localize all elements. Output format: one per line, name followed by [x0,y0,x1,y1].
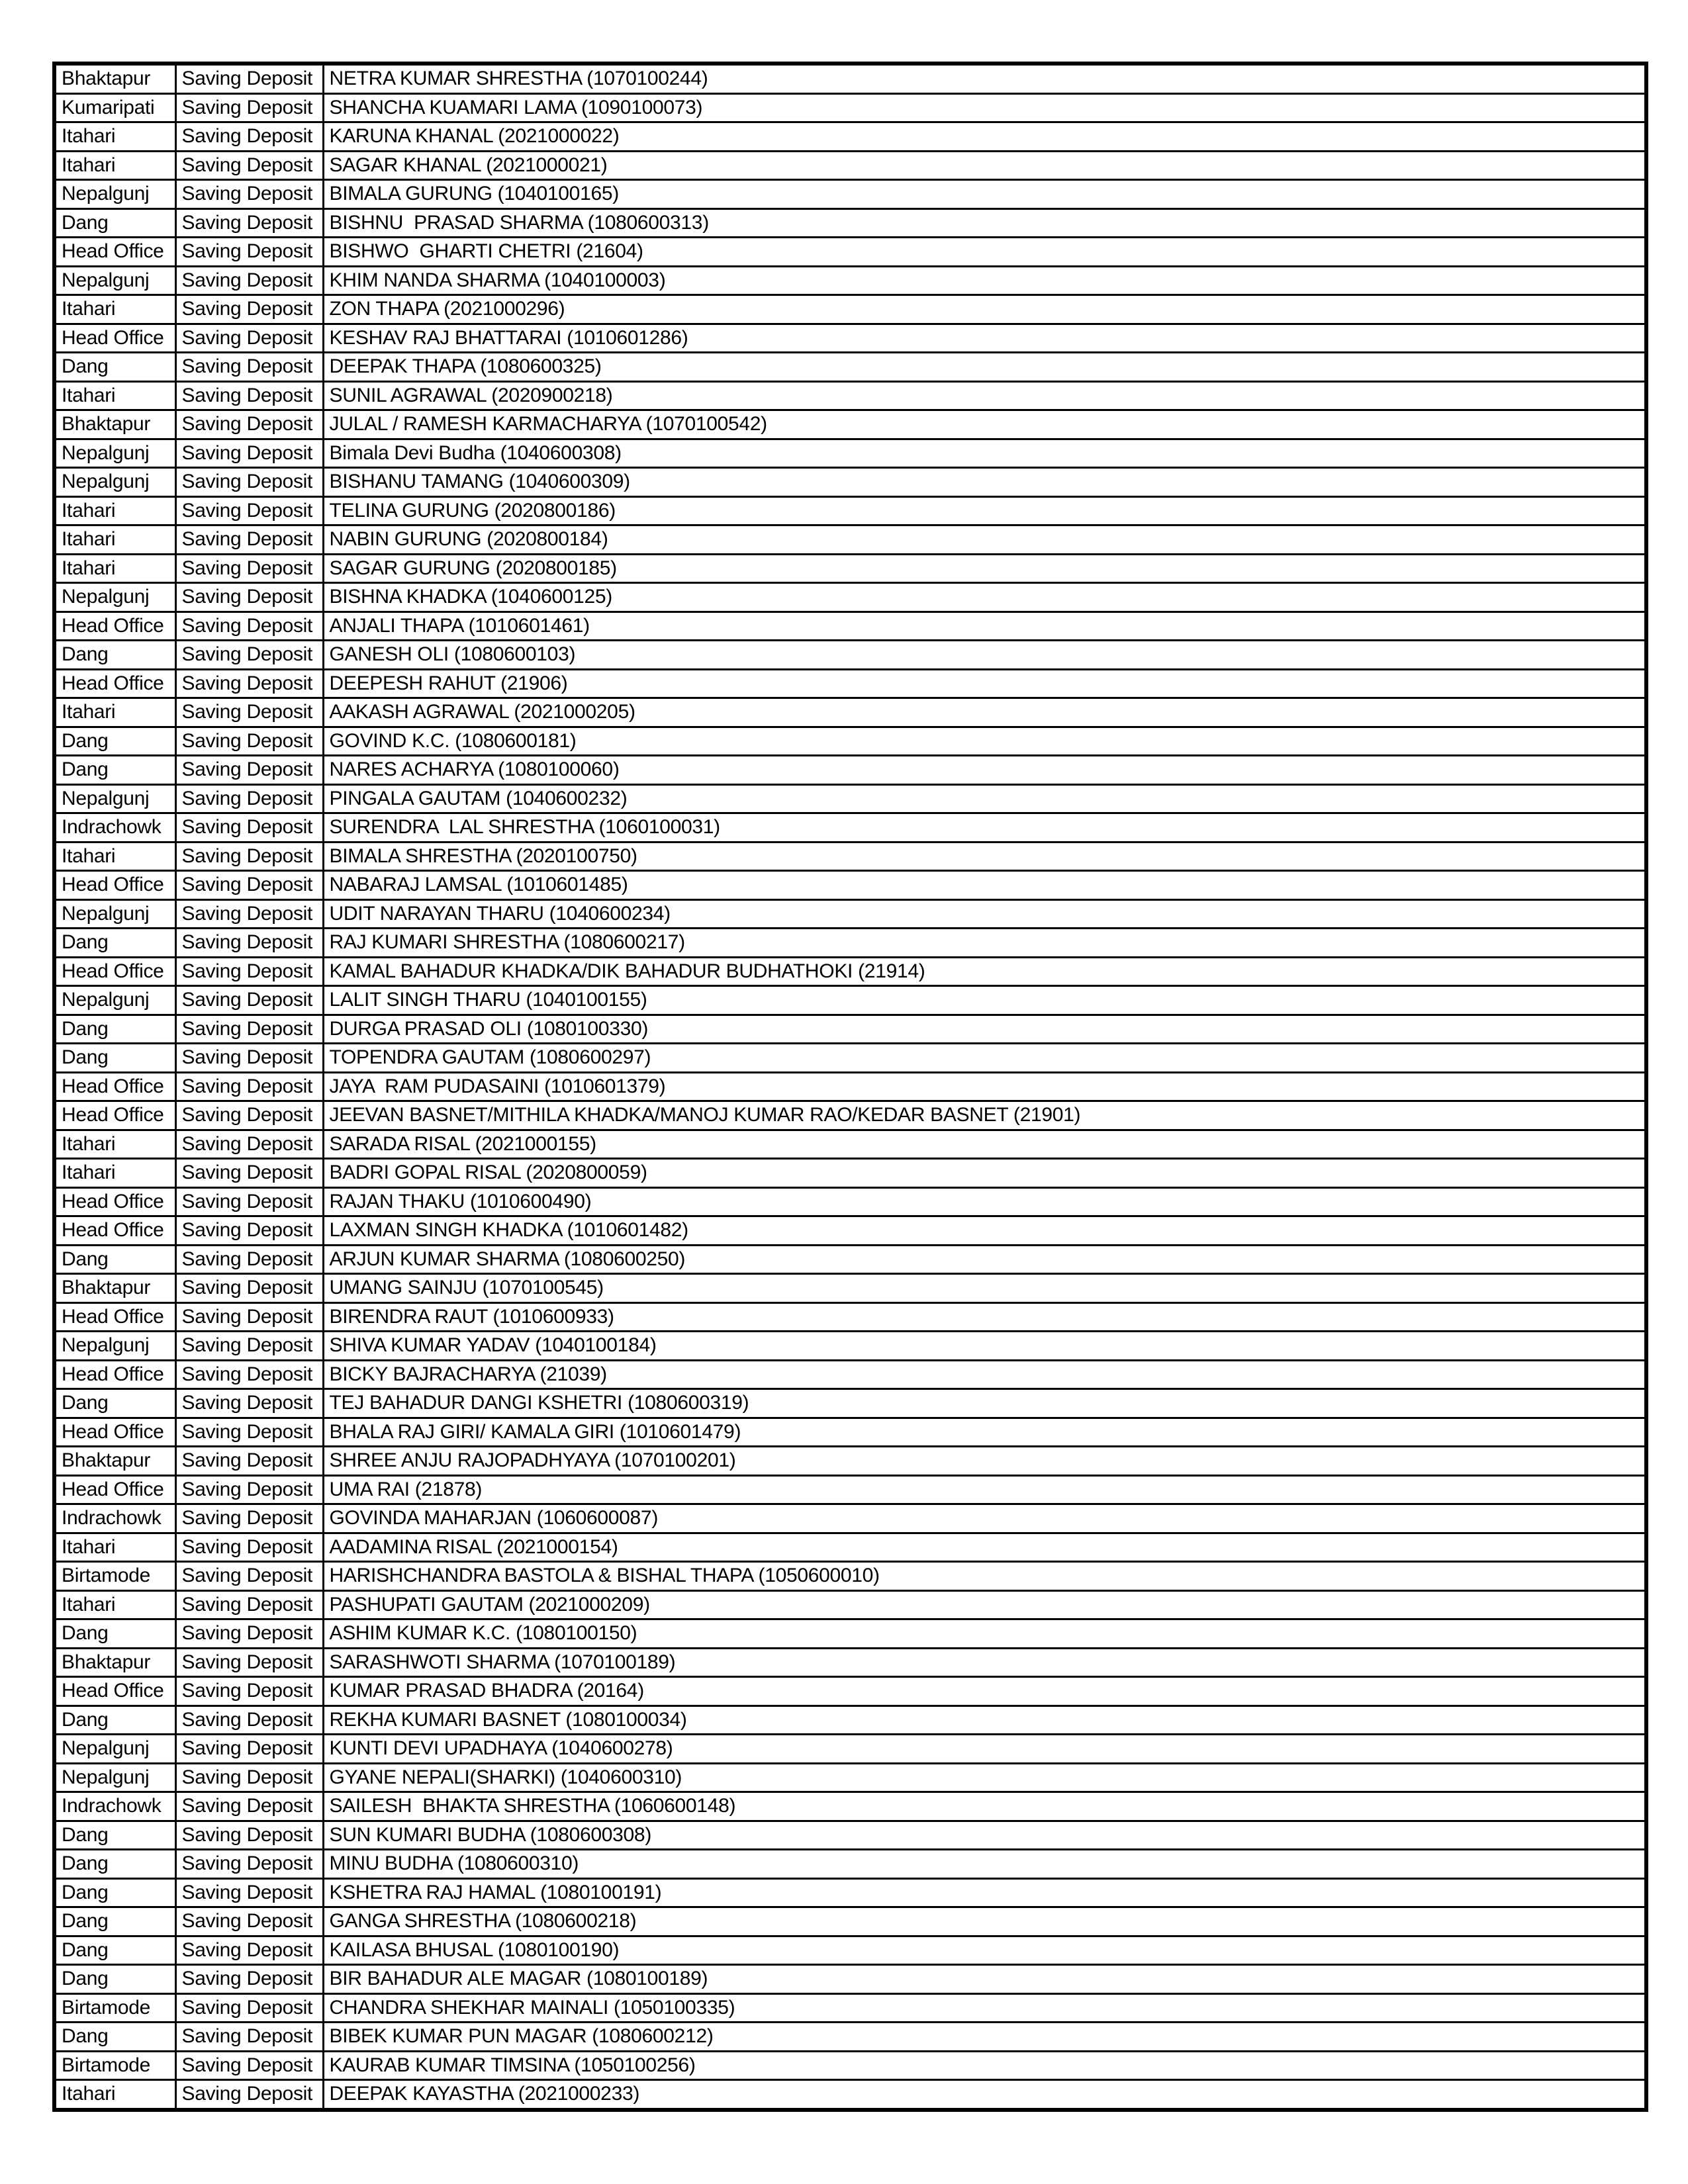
branch-cell: Nepalgunj [54,986,175,1015]
account-type-cell: Saving Deposit [175,727,323,756]
branch-cell: Dang [54,1936,175,1965]
table-row [54,1763,1646,1792]
branch-cell: Dang [54,756,175,785]
table-row [54,1187,1646,1216]
branch-cell: Head Office [54,1187,175,1216]
customer-cell: NABIN GURUNG (2020800184) [323,525,1646,555]
account-type-cell: Saving Deposit [175,208,323,238]
account-type-cell: Saving Deposit [175,698,323,727]
table-row [54,1907,1646,1936]
account-type-cell: Saving Deposit [175,554,323,583]
table-row [54,1274,1646,1303]
customer-cell: KUNTI DEVI UPADHAYA (1040600278) [323,1735,1646,1764]
branch-cell: Nepalgunj [54,1332,175,1361]
account-type-cell: Saving Deposit [175,2080,323,2110]
table-row [54,1015,1646,1044]
table-row [54,1360,1646,1389]
table-row [54,1072,1646,1101]
account-type-cell: Saving Deposit [175,1821,323,1850]
account-type-cell: Saving Deposit [175,1504,323,1533]
table-row [54,583,1646,612]
customer-cell: TOPENDRA GAUTAM (1080600297) [323,1044,1646,1073]
table-row [54,1302,1646,1332]
account-type-cell: Saving Deposit [175,899,323,929]
table-row [54,554,1646,583]
customer-cell: DURGA PRASAD OLI (1080100330) [323,1015,1646,1044]
table-row [54,295,1646,324]
account-type-cell: Saving Deposit [175,64,323,93]
account-type-cell: Saving Deposit [175,1562,323,1591]
branch-cell: Head Office [54,669,175,698]
branch-cell: Itahari [54,842,175,871]
table-row [54,813,1646,842]
customer-cell: UMANG SAINJU (1070100545) [323,1274,1646,1303]
account-type-cell: Saving Deposit [175,410,323,439]
table-row [54,1533,1646,1562]
customer-cell: BISHWO GHARTI CHETRI (21604) [323,238,1646,267]
branch-cell: Dang [54,1821,175,1850]
table-row [54,353,1646,382]
account-type-cell: Saving Deposit [175,525,323,555]
branch-cell: Dang [54,1907,175,1936]
branch-cell: Head Office [54,612,175,641]
branch-cell: Nepalgunj [54,266,175,295]
customer-cell: CHANDRA SHEKHAR MAINALI (1050100335) [323,1993,1646,2023]
branch-cell: Itahari [54,698,175,727]
customer-cell: SURENDRA LAL SHRESTHA (1060100031) [323,813,1646,842]
table-row [54,1245,1646,1274]
table-row [54,266,1646,295]
customer-cell: SUNIL AGRAWAL (2020900218) [323,381,1646,410]
customer-cell: TEJ BAHADUR DANGI KSHETRI (1080600319) [323,1389,1646,1418]
table-row [54,1389,1646,1418]
table-row [54,1504,1646,1533]
branch-cell: Birtamode [54,1993,175,2023]
table-row [54,468,1646,497]
customer-cell: BISHANU TAMANG (1040600309) [323,468,1646,497]
account-type-cell: Saving Deposit [175,1907,323,1936]
account-type-cell: Saving Deposit [175,1763,323,1792]
customer-cell: KAMAL BAHADUR KHADKA/DIK BAHADUR BUDHATHOKI (21914) [323,957,1646,986]
table-row [54,784,1646,813]
table-row [54,93,1646,122]
table-row [54,64,1646,93]
customer-cell: Bimala Devi Budha (1040600308) [323,439,1646,468]
customer-cell: DEEPAK KAYASTHA (2021000233) [323,2080,1646,2110]
branch-cell: Nepalgunj [54,1735,175,1764]
customer-cell: GANESH OLI (1080600103) [323,641,1646,670]
branch-cell: Kumaripati [54,93,175,122]
branch-cell: Birtamode [54,1562,175,1591]
branch-cell: Dang [54,727,175,756]
account-type-cell: Saving Deposit [175,756,323,785]
account-type-cell: Saving Deposit [175,1936,323,1965]
branch-cell: Head Office [54,1072,175,1101]
branch-cell: Bhaktapur [54,410,175,439]
deposit-accounts-table [52,62,1648,2112]
branch-cell: Head Office [54,1216,175,1246]
customer-cell: SHIVA KUMAR YADAV (1040100184) [323,1332,1646,1361]
table-row [54,1965,1646,1994]
account-type-cell: Saving Deposit [175,669,323,698]
branch-cell: Dang [54,1965,175,1994]
account-type-cell: Saving Deposit [175,1332,323,1361]
branch-cell: Nepalgunj [54,899,175,929]
table-row [54,612,1646,641]
customer-cell: BIMALA GURUNG (1040100165) [323,180,1646,209]
customer-cell: RAJAN THAKU (1010600490) [323,1187,1646,1216]
account-type-cell: Saving Deposit [175,1706,323,1735]
table-row [54,1878,1646,1907]
customer-cell: ARJUN KUMAR SHARMA (1080600250) [323,1245,1646,1274]
account-type-cell: Saving Deposit [175,1360,323,1389]
customer-cell: BIMALA SHRESTHA (2020100750) [323,842,1646,871]
customer-cell: SHREE ANJU RAJOPADHYAYA (1070100201) [323,1447,1646,1476]
account-type-cell: Saving Deposit [175,1072,323,1101]
account-type-cell: Saving Deposit [175,439,323,468]
customer-cell: RAJ KUMARI SHRESTHA (1080600217) [323,929,1646,958]
table-row [54,439,1646,468]
table-row [54,180,1646,209]
account-type-cell: Saving Deposit [175,2051,323,2080]
customer-cell: BIR BAHADUR ALE MAGAR (1080100189) [323,1965,1646,1994]
table-row [54,1159,1646,1188]
account-type-cell: Saving Deposit [175,1274,323,1303]
table-row [54,122,1646,152]
branch-cell: Head Office [54,324,175,353]
customer-cell: SARASHWOTI SHARMA (1070100189) [323,1648,1646,1677]
branch-cell: Bhaktapur [54,1648,175,1677]
table-row [54,1590,1646,1619]
table-row [54,669,1646,698]
customer-cell: SAILESH BHAKTA SHRESTHA (1060600148) [323,1792,1646,1821]
customer-cell: BISHNA KHADKA (1040600125) [323,583,1646,612]
branch-cell: Itahari [54,381,175,410]
table-row [54,1130,1646,1159]
customer-cell: KUMAR PRASAD BHADRA (20164) [323,1677,1646,1706]
customer-cell: NABARAJ LAMSAL (1010601485) [323,871,1646,900]
customer-cell: ANJALI THAPA (1010601461) [323,612,1646,641]
account-type-cell: Saving Deposit [175,842,323,871]
customer-cell: GANGA SHRESTHA (1080600218) [323,1907,1646,1936]
table-row [54,957,1646,986]
branch-cell: Dang [54,1878,175,1907]
customer-cell: UDIT NARAYAN THARU (1040600234) [323,899,1646,929]
branch-cell: Dang [54,1044,175,1073]
account-type-cell: Saving Deposit [175,93,323,122]
account-type-cell: Saving Deposit [175,1648,323,1677]
customer-cell: KAURAB KUMAR TIMSINA (1050100256) [323,2051,1646,2080]
branch-cell: Nepalgunj [54,784,175,813]
table-row [54,1993,1646,2023]
account-type-cell: Saving Deposit [175,151,323,180]
account-type-cell: Saving Deposit [175,1792,323,1821]
branch-cell: Nepalgunj [54,439,175,468]
table-row [54,871,1646,900]
account-type-cell: Saving Deposit [175,1590,323,1619]
account-type-cell: Saving Deposit [175,986,323,1015]
table-row [54,238,1646,267]
account-type-cell: Saving Deposit [175,353,323,382]
table-row [54,151,1646,180]
branch-cell: Head Office [54,1101,175,1130]
table-row [54,1821,1646,1850]
table-row [54,986,1646,1015]
customer-cell: SHANCHA KUAMARI LAMA (1090100073) [323,93,1646,122]
branch-cell: Itahari [54,122,175,152]
table-row [54,2051,1646,2080]
branch-cell: Nepalgunj [54,180,175,209]
account-type-cell: Saving Deposit [175,496,323,525]
customer-cell: NARES ACHARYA (1080100060) [323,756,1646,785]
account-type-cell: Saving Deposit [175,871,323,900]
table-row [54,899,1646,929]
customer-cell: GOVINDA MAHARJAN (1060600087) [323,1504,1646,1533]
table-row [54,1044,1646,1073]
account-type-cell: Saving Deposit [175,1130,323,1159]
account-type-cell: Saving Deposit [175,1389,323,1418]
branch-cell: Dang [54,1245,175,1274]
table-row [54,1850,1646,1879]
table-row [54,1792,1646,1821]
account-type-cell: Saving Deposit [175,1044,323,1073]
branch-cell: Head Office [54,1677,175,1706]
table-row [54,756,1646,785]
branch-cell: Head Office [54,957,175,986]
customer-cell: SAGAR KHANAL (2021000021) [323,151,1646,180]
branch-cell: Dang [54,929,175,958]
table-row [54,208,1646,238]
branch-cell: Itahari [54,2080,175,2110]
account-type-cell: Saving Deposit [175,1302,323,1332]
customer-cell: TELINA GURUNG (2020800186) [323,496,1646,525]
account-type-cell: Saving Deposit [175,957,323,986]
customer-cell: DEEPESH RAHUT (21906) [323,669,1646,698]
customer-cell: GYANE NEPALI(SHARKI) (1040600310) [323,1763,1646,1792]
table-row [54,1619,1646,1649]
branch-cell: Dang [54,2023,175,2052]
account-type-cell: Saving Deposit [175,583,323,612]
table-row [54,1418,1646,1447]
branch-cell: Itahari [54,525,175,555]
customer-cell: ASHIM KUMAR K.C. (1080100150) [323,1619,1646,1649]
table-row [54,1332,1646,1361]
branch-cell: Head Office [54,1360,175,1389]
account-type-cell: Saving Deposit [175,324,323,353]
branch-cell: Itahari [54,295,175,324]
table-row [54,410,1646,439]
table-row [54,1216,1646,1246]
branch-cell: Dang [54,353,175,382]
account-type-cell: Saving Deposit [175,1619,323,1649]
branch-cell: Itahari [54,1159,175,1188]
branch-cell: Dang [54,641,175,670]
branch-cell: Bhaktapur [54,64,175,93]
branch-cell: Nepalgunj [54,583,175,612]
table-row [54,381,1646,410]
customer-cell: PASHUPATI GAUTAM (2021000209) [323,1590,1646,1619]
customer-cell: NETRA KUMAR SHRESTHA (1070100244) [323,64,1646,93]
table-row [54,496,1646,525]
branch-cell: Head Office [54,1475,175,1504]
account-type-cell: Saving Deposit [175,1187,323,1216]
table-row [54,1562,1646,1591]
table-row [54,1447,1646,1476]
account-type-cell: Saving Deposit [175,784,323,813]
customer-cell: BHALA RAJ GIRI/ KAMALA GIRI (1010601479) [323,1418,1646,1447]
account-type-cell: Saving Deposit [175,1475,323,1504]
account-type-cell: Saving Deposit [175,2023,323,2052]
table-row [54,842,1646,871]
table-row [54,1475,1646,1504]
customer-cell: JAYA RAM PUDASAINI (1010601379) [323,1072,1646,1101]
branch-cell: Indrachowk [54,813,175,842]
customer-cell: LALIT SINGH THARU (1040100155) [323,986,1646,1015]
account-type-cell: Saving Deposit [175,1878,323,1907]
customer-cell: BIBEK KUMAR PUN MAGAR (1080600212) [323,2023,1646,2052]
branch-cell: Head Office [54,871,175,900]
branch-cell: Dang [54,1706,175,1735]
account-type-cell: Saving Deposit [175,1159,323,1188]
account-type-cell: Saving Deposit [175,1965,323,1994]
customer-cell: DEEPAK THAPA (1080600325) [323,353,1646,382]
customer-cell: KESHAV RAJ BHATTARAI (1010601286) [323,324,1646,353]
account-type-cell: Saving Deposit [175,180,323,209]
account-type-cell: Saving Deposit [175,122,323,152]
customer-cell: GOVIND K.C. (1080600181) [323,727,1646,756]
customer-cell: SAGAR GURUNG (2020800185) [323,554,1646,583]
customer-cell: UMA RAI (21878) [323,1475,1646,1504]
branch-cell: Dang [54,1850,175,1879]
table-row [54,1936,1646,1965]
customer-cell: KAILASA BHUSAL (1080100190) [323,1936,1646,1965]
account-type-cell: Saving Deposit [175,1677,323,1706]
table-row [54,698,1646,727]
customer-cell: KARUNA KHANAL (2021000022) [323,122,1646,152]
table-row [54,1706,1646,1735]
account-type-cell: Saving Deposit [175,929,323,958]
table-row [54,727,1646,756]
customer-cell: SARADA RISAL (2021000155) [323,1130,1646,1159]
table-row [54,324,1646,353]
customer-cell: BIRENDRA RAUT (1010600933) [323,1302,1646,1332]
customer-cell: BADRI GOPAL RISAL (2020800059) [323,1159,1646,1188]
table-row [54,641,1646,670]
account-type-cell: Saving Deposit [175,813,323,842]
table-body [54,64,1646,2110]
table-row [54,1735,1646,1764]
table-row [54,2023,1646,2052]
customer-cell: AAKASH AGRAWAL (2021000205) [323,698,1646,727]
account-type-cell: Saving Deposit [175,612,323,641]
branch-cell: Bhaktapur [54,1447,175,1476]
customer-cell: JULAL / RAMESH KARMACHARYA (1070100542) [323,410,1646,439]
branch-cell: Birtamode [54,2051,175,2080]
customer-cell: ZON THAPA (2021000296) [323,295,1646,324]
customer-cell: BISHNU PRASAD SHARMA (1080600313) [323,208,1646,238]
branch-cell: Indrachowk [54,1792,175,1821]
account-type-cell: Saving Deposit [175,1418,323,1447]
branch-cell: Nepalgunj [54,1763,175,1792]
branch-cell: Nepalgunj [54,468,175,497]
customer-cell: BICKY BAJRACHARYA (21039) [323,1360,1646,1389]
table-row [54,929,1646,958]
customer-cell: KHIM NANDA SHARMA (1040100003) [323,266,1646,295]
table-row [54,2080,1646,2110]
account-type-cell: Saving Deposit [175,238,323,267]
branch-cell: Dang [54,208,175,238]
branch-cell: Itahari [54,1590,175,1619]
branch-cell: Bhaktapur [54,1274,175,1303]
branch-cell: Dang [54,1389,175,1418]
account-type-cell: Saving Deposit [175,1993,323,2023]
account-type-cell: Saving Deposit [175,1245,323,1274]
account-type-cell: Saving Deposit [175,1533,323,1562]
account-type-cell: Saving Deposit [175,1015,323,1044]
account-type-cell: Saving Deposit [175,468,323,497]
account-type-cell: Saving Deposit [175,1850,323,1879]
branch-cell: Itahari [54,554,175,583]
account-type-cell: Saving Deposit [175,1216,323,1246]
account-type-cell: Saving Deposit [175,266,323,295]
table-row [54,1101,1646,1130]
table-row [54,1677,1646,1706]
branch-cell: Head Office [54,1418,175,1447]
customer-cell: PINGALA GAUTAM (1040600232) [323,784,1646,813]
account-type-cell: Saving Deposit [175,1447,323,1476]
account-type-cell: Saving Deposit [175,1735,323,1764]
customer-cell: SUN KUMARI BUDHA (1080600308) [323,1821,1646,1850]
account-type-cell: Saving Deposit [175,641,323,670]
table-row [54,1648,1646,1677]
branch-cell: Itahari [54,151,175,180]
customer-cell: HARISHCHANDRA BASTOLA & BISHAL THAPA (1050600010) [323,1562,1646,1591]
table-row [54,525,1646,555]
branch-cell: Itahari [54,1130,175,1159]
branch-cell: Head Office [54,1302,175,1332]
account-type-cell: Saving Deposit [175,381,323,410]
customer-cell: MINU BUDHA (1080600310) [323,1850,1646,1879]
customer-cell: KSHETRA RAJ HAMAL (1080100191) [323,1878,1646,1907]
branch-cell: Itahari [54,496,175,525]
account-type-cell: Saving Deposit [175,295,323,324]
branch-cell: Indrachowk [54,1504,175,1533]
branch-cell: Itahari [54,1533,175,1562]
branch-cell: Dang [54,1015,175,1044]
customer-cell: AADAMINA RISAL (2021000154) [323,1533,1646,1562]
customer-cell: LAXMAN SINGH KHADKA (1010601482) [323,1216,1646,1246]
account-type-cell: Saving Deposit [175,1101,323,1130]
customer-cell: JEEVAN BASNET/MITHILA KHADKA/MANOJ KUMAR RAO/KEDAR BASNET (21901) [323,1101,1646,1130]
branch-cell: Dang [54,1619,175,1649]
customer-cell: REKHA KUMARI BASNET (1080100034) [323,1706,1646,1735]
branch-cell: Head Office [54,238,175,267]
